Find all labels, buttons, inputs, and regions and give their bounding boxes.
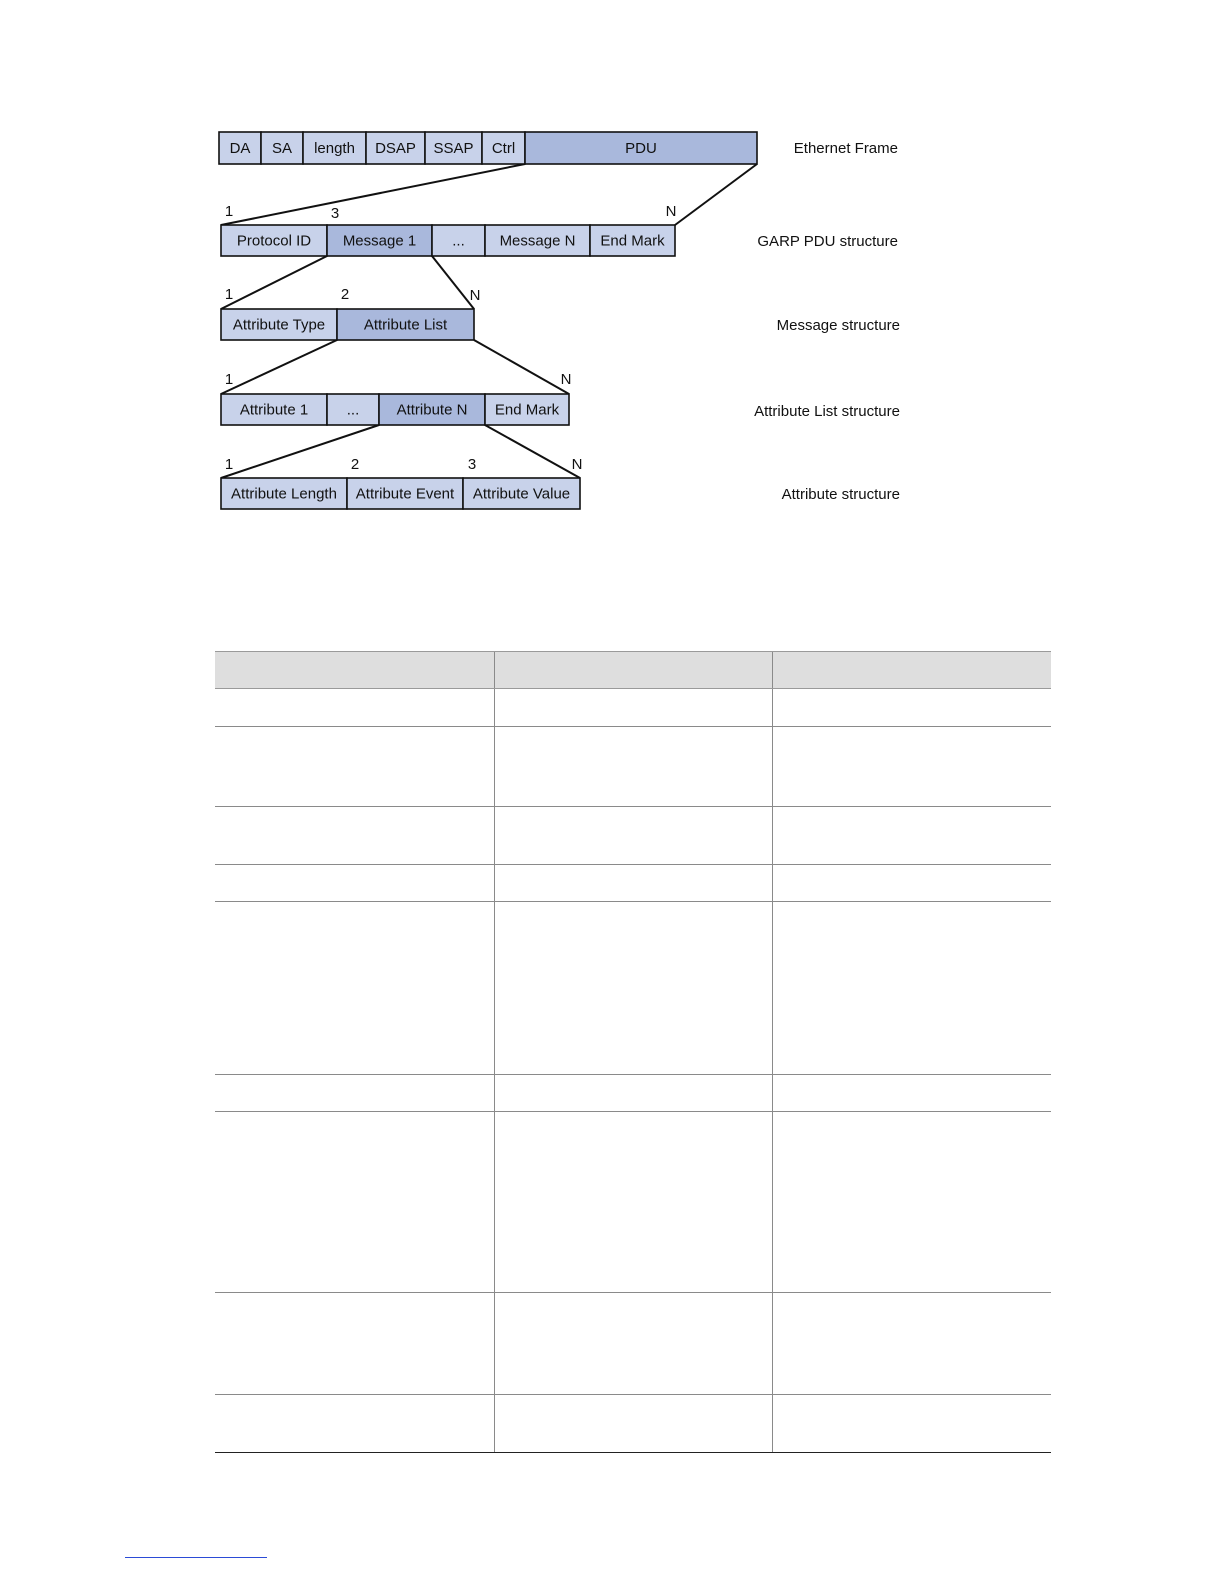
table-cell <box>494 727 772 807</box>
table-row <box>215 865 1051 902</box>
field-label: Attribute Type <box>232 316 326 334</box>
table-cell <box>494 1293 772 1395</box>
garp-structure-diagram <box>0 0 1224 560</box>
table-row <box>215 902 1051 1075</box>
field-label: SA <box>271 140 293 157</box>
table-cell <box>772 865 1051 902</box>
field-position-number: N <box>560 371 572 388</box>
table-row <box>215 689 1051 727</box>
table-cell <box>772 1075 1051 1112</box>
table-cell <box>215 727 494 807</box>
table-cell <box>215 1395 494 1453</box>
table-cell <box>215 865 494 902</box>
table-cell <box>494 807 772 865</box>
field-label: ... <box>346 401 360 419</box>
expansion-line <box>474 340 569 394</box>
table-row <box>215 1293 1051 1395</box>
field-position-number: 1 <box>224 203 234 220</box>
field-label: Protocol ID <box>236 232 312 250</box>
field-position-number: N <box>665 203 677 220</box>
table-row <box>215 1075 1051 1112</box>
field-label: Message 1 <box>342 232 417 250</box>
table-cell <box>494 902 772 1075</box>
field-label: PDU <box>625 140 657 157</box>
table-cell <box>772 902 1051 1075</box>
field-position-number: 2 <box>350 456 360 473</box>
diagram-level-2 <box>221 203 898 256</box>
field-position-number: N <box>469 287 481 304</box>
structure-label: GARP PDU structure <box>757 233 898 250</box>
field-position-number: 3 <box>467 456 477 473</box>
field-position-number: 2 <box>340 286 350 303</box>
field-label: DA <box>229 140 251 157</box>
expansion-line <box>221 164 525 225</box>
structure-label: Attribute List structure <box>754 403 900 420</box>
header-cell <box>215 652 494 689</box>
header-cell <box>494 652 772 689</box>
table-cell <box>772 1293 1051 1395</box>
diagram-level-3 <box>221 286 900 340</box>
field-label: End Mark <box>494 401 560 419</box>
table-cell <box>772 727 1051 807</box>
field-label: Attribute N <box>396 401 468 419</box>
table-grid <box>215 651 1051 1453</box>
diagram-levels <box>219 132 900 509</box>
field-label: End Mark <box>600 232 665 250</box>
diagram-level-1 <box>219 132 898 164</box>
table-cell <box>215 1075 494 1112</box>
table-cell <box>215 1112 494 1293</box>
header-cell <box>772 652 1051 689</box>
field-label: Attribute Event <box>355 485 455 503</box>
table-cell <box>494 689 772 727</box>
field-label: Attribute Length <box>231 485 337 503</box>
table-cell <box>772 807 1051 865</box>
field-label: length <box>314 140 355 157</box>
table-header-row <box>215 652 1051 689</box>
diagram-level-4 <box>221 371 900 425</box>
field-position-number: 1 <box>224 371 234 388</box>
expansion-line <box>221 340 337 394</box>
structure-label: Ethernet Frame <box>793 140 898 157</box>
field-label: DSAP <box>375 140 416 157</box>
diagram-level-5 <box>221 456 900 509</box>
table-cell <box>772 689 1051 727</box>
table-cell <box>772 1112 1051 1293</box>
structure-label: Attribute structure <box>781 486 900 503</box>
table-row <box>215 727 1051 807</box>
table-cell <box>215 902 494 1075</box>
field-label: Message N <box>499 232 576 250</box>
field-description-table <box>215 651 1051 1453</box>
structure-label: Message structure <box>776 317 900 334</box>
expansion-line <box>221 256 327 309</box>
field-label: Attribute Value <box>472 485 571 503</box>
table-row <box>215 1112 1051 1293</box>
field-label: Attribute List <box>363 316 448 334</box>
table-cell <box>494 1075 772 1112</box>
expansion-line <box>432 256 474 309</box>
field-position-number: 3 <box>330 205 340 222</box>
table-cell <box>494 865 772 902</box>
field-label: SSAP <box>433 140 474 157</box>
table-row <box>215 1395 1051 1453</box>
field-position-number: 1 <box>224 286 234 303</box>
table-cell <box>215 807 494 865</box>
field-label: Ctrl <box>491 140 516 157</box>
field-position-number: 1 <box>224 456 234 473</box>
table-cell <box>215 689 494 727</box>
expansion-line <box>485 425 580 478</box>
expansion-line <box>675 164 757 225</box>
table-cell <box>772 1395 1051 1453</box>
footer-link-rule <box>125 1557 267 1558</box>
field-position-number: N <box>571 456 583 473</box>
table-cell <box>494 1395 772 1453</box>
field-label: Attribute 1 <box>239 401 309 419</box>
table-cell <box>494 1112 772 1293</box>
table-cell <box>215 1293 494 1395</box>
table-row <box>215 807 1051 865</box>
field-label: ... <box>452 232 465 250</box>
